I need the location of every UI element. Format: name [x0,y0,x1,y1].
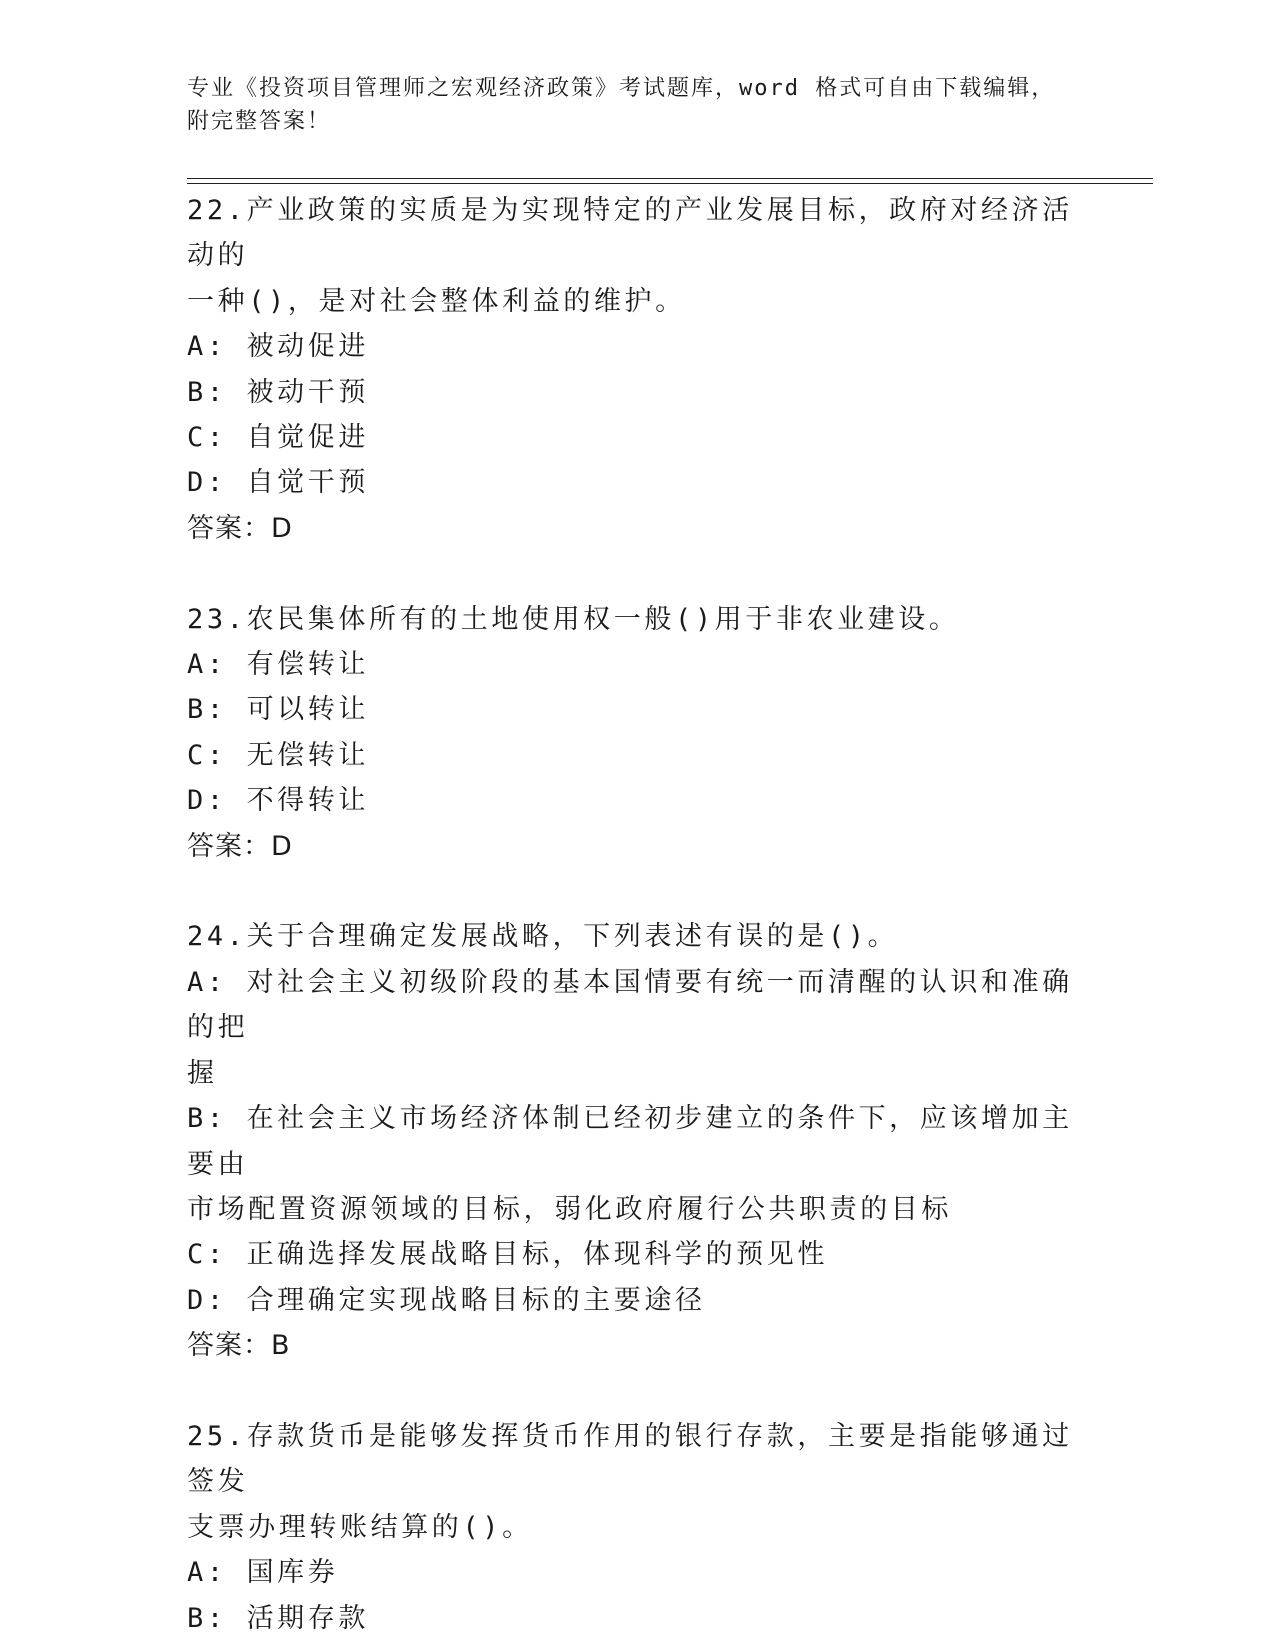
answer: 答案：D [187,512,293,544]
answer: 答案：B [187,1330,291,1362]
option-b: B: 可以转让 [187,694,369,726]
header-rule-bottom [187,183,1153,184]
option-b: B: 在社会主义市场经济体制已经初步建立的条件下，应该增加主要由 [187,1103,1073,1180]
option-c: C: 无偿转让 [187,739,369,771]
answer: 答案：D [187,830,293,862]
option-b-cont: 市场配置资源领域的目标，弱化政府履行公共职责的目标 [187,1193,952,1225]
option-c: C: 自觉促进 [187,422,369,454]
question-stem: 25.存款货币是能够发挥货币作用的银行存款，主要是指能够通过签发 [187,1420,1073,1498]
option-a: A: 有偿转让 [187,649,369,681]
option-a-cont: 握 [187,1057,218,1089]
header-line-2: 附完整答案！ [187,109,332,134]
question-stem: 23.农民集体所有的土地使用权一般()用于非农业建设。 [187,603,960,635]
option-b: B: 被动干预 [187,376,369,408]
document-header [187,72,1087,138]
option-d: D: 合理确定实现战略目标的主要途径 [187,1284,706,1316]
option-a: A: 被动促进 [187,331,369,363]
question-25 [187,1414,1087,1641]
question-24 [187,914,1087,1368]
question-23 [187,597,1087,869]
question-22 [187,188,1087,551]
option-a: A: 对社会主义初级阶段的基本国情要有统一而清醒的认识和准确的把 [187,966,1073,1044]
option-a: A: 国库券 [187,1557,339,1589]
question-list [187,188,1087,1641]
option-c: C: 正确选择发展战略目标，体现科学的预见性 [187,1239,828,1271]
option-d: D: 不得转让 [187,785,369,817]
header-line-1: 专业《投资项目管理师之宏观经济政策》考试题库，word 格式可自由下载编辑， [187,76,1056,101]
question-stem: 一种()，是对社会整体利益的维护。 [187,285,686,317]
option-d: D: 自觉干预 [187,467,369,499]
header-rule-top [187,178,1153,179]
question-stem: 支票办理转账结算的()。 [187,1511,533,1543]
question-stem: 22.产业政策的实质是为实现特定的产业发展目标，政府对经济活动的 [187,195,1073,272]
option-b: B: 活期存款 [187,1602,369,1634]
question-stem: 24.关于合理确定发展战略，下列表述有误的是()。 [187,921,899,953]
